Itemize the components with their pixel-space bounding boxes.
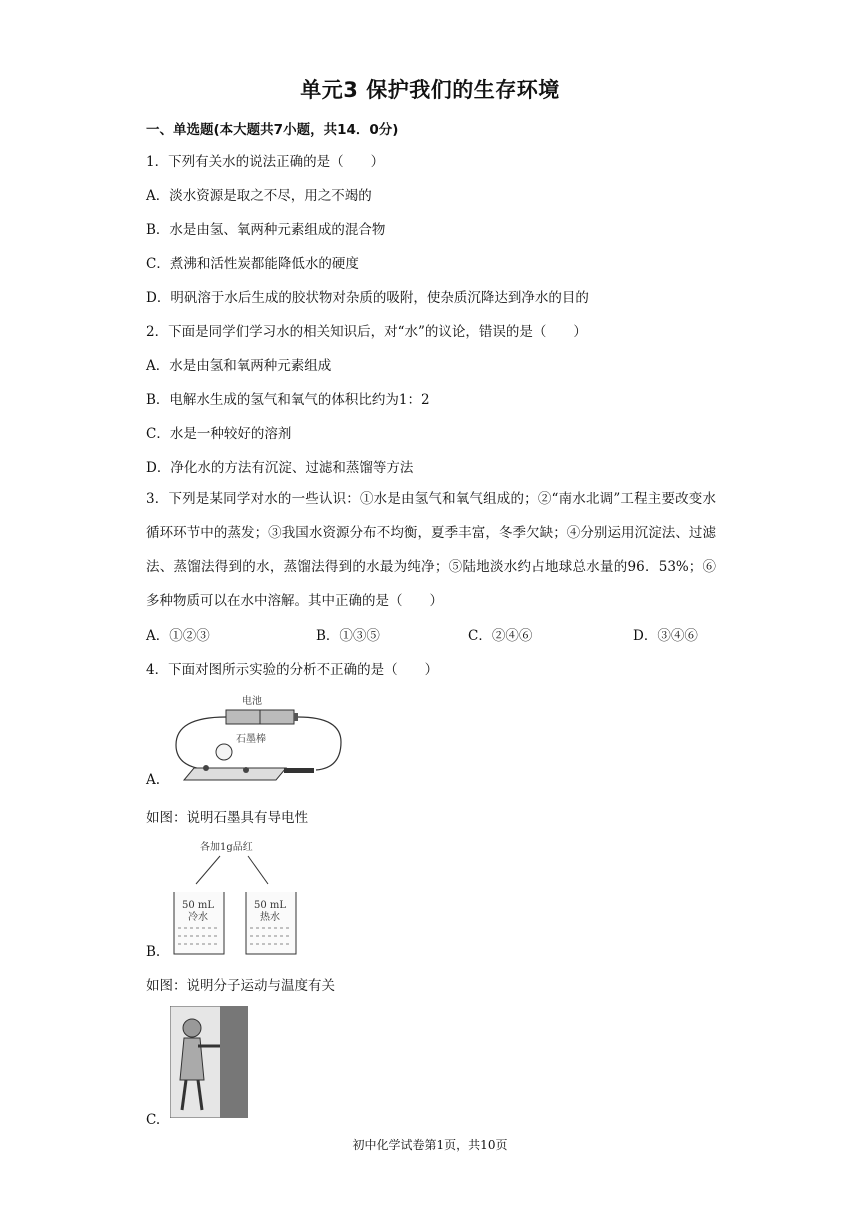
q4-fig-a-label: A.	[146, 772, 161, 788]
battery-label: 电池	[242, 696, 262, 707]
circuit-figure	[166, 690, 346, 782]
person-wall-figure	[170, 1006, 248, 1118]
beakers-figure	[168, 836, 308, 958]
q4-fig-b-label: B.	[146, 944, 161, 960]
section-heading: 一、单选题(本大题共7小题，共14．0分)	[146, 122, 399, 138]
q4-stem: 4．下面对图所示实验的分析不正确的是（ ）	[146, 662, 439, 678]
graphite-rod	[284, 768, 314, 773]
q3-option-b: B．①③⑤	[316, 628, 380, 644]
page-title: 单元3 保护我们的生存环境	[300, 78, 560, 102]
q4-fig-c-label: C.	[146, 1112, 161, 1128]
wall	[220, 1006, 248, 1118]
q2-option-a: A．水是由氢和氧两种元素组成	[146, 358, 332, 374]
q2-option-d: D．净化水的方法有沉淀、过滤和蒸馏等方法	[146, 460, 414, 476]
q3-option-d: D．③④⑥	[633, 628, 698, 644]
beakers-top-label: 各加1g品红	[200, 842, 253, 853]
cold-volume: 50 mL	[182, 900, 215, 911]
q4-fig-a-caption: 如图：说明石墨具有导电性	[146, 810, 308, 826]
q4-fig-b-caption: 如图：说明分子运动与温度有关	[146, 978, 335, 994]
q2-option-b: B．电解水生成的氢气和氧气的体积比约为1：2	[146, 392, 430, 408]
q1-option-d: D．明矾溶于水后生成的胶状物对杂质的吸附，使杂质沉降达到净水的目的	[146, 290, 589, 306]
page-footer: 初中化学试卷第1页，共10页	[352, 1138, 508, 1152]
q1-option-c: C．煮沸和活性炭都能降低水的硬度	[146, 256, 359, 272]
wire-left	[176, 717, 226, 770]
q3-option-c: C．②④⑥	[468, 628, 533, 644]
bulb-icon	[216, 744, 232, 760]
battery-terminal	[294, 713, 298, 721]
graphite-rod-label: 石墨棒	[236, 734, 266, 745]
q2-option-c: C．水是一种较好的溶剂	[146, 426, 292, 442]
hot-name: 热水	[260, 912, 280, 923]
person-body	[180, 1038, 204, 1080]
cold-name: 冷水	[188, 912, 208, 923]
battery-cell-2	[260, 710, 294, 724]
person-head	[183, 1019, 201, 1037]
q3-stem: 3．下列是某同学对水的一些认识：①水是由氢气和氧气组成的；②“南水北调”工程主要改变水循环环节中的蒸发；③我国水资源分布不均衡，夏季丰富，冬季欠缺；④分别运用沉淀法、过滤法、蒸馏法得到的水，蒸馏法得到的水最为纯净；⑤陆地淡水约占地球总水量的96．53%；⑥多种物质可以在水中溶解。其中正确的是（ ）	[146, 491, 716, 609]
q1-option-b: B．水是由氢、氧两种元素组成的混合物	[146, 222, 386, 238]
battery-cell-1	[226, 710, 260, 724]
q1-stem: 1．下列有关水的说法正确的是（ ）	[146, 154, 385, 170]
q2-stem: 2．下面是同学们学习水的相关知识后，对“水”的议论，错误的是（ ）	[146, 324, 587, 340]
hot-volume: 50 mL	[254, 900, 287, 911]
board	[184, 768, 286, 780]
q3-option-a: A．①②③	[146, 628, 210, 644]
q1-option-a: A．淡水资源是取之不尽，用之不竭的	[146, 188, 372, 204]
wire-right	[298, 717, 341, 770]
